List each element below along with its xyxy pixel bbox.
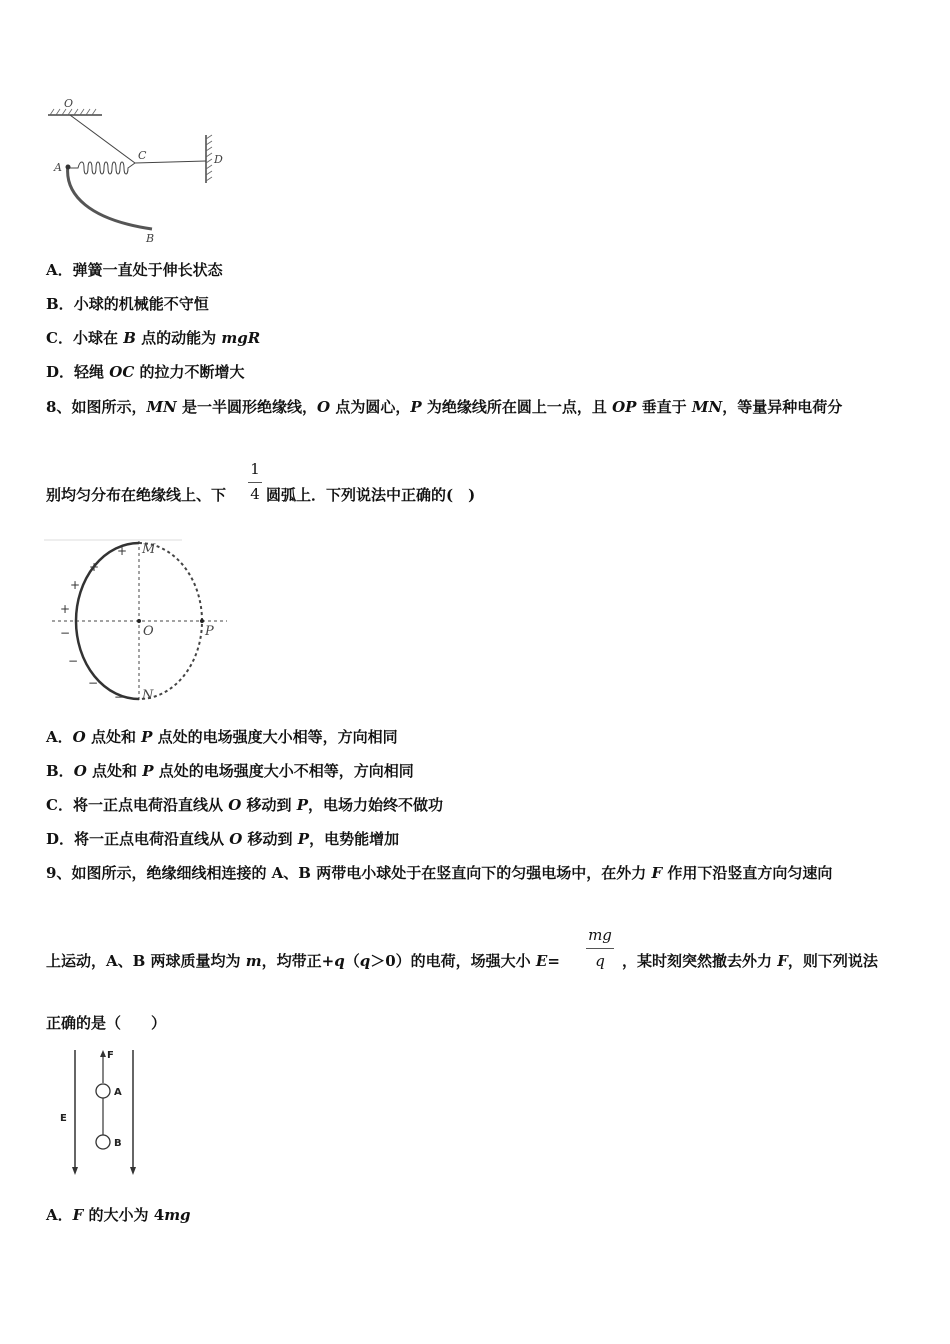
q8-option-c [46, 795, 443, 815]
q8-l1-b: 是一半圆形绝缘线， [176, 398, 318, 416]
q8-option-a-letter: A． [46, 728, 73, 746]
q8-l1-mn2: MN [691, 398, 723, 416]
q7-label-c: C [138, 149, 147, 162]
q8-option-a-b: 点处的电场强度大小相等，方向相同 [152, 728, 398, 746]
q8-l1-o: O [317, 398, 331, 416]
q9-l2-b: ，均带正+ [261, 952, 335, 970]
q8-label-p: P [205, 624, 214, 639]
q8-option-b [46, 761, 414, 781]
q9-l2-f: F [777, 952, 788, 970]
q9-l2-e: E [535, 952, 548, 970]
q8-option-c-letter: C． [46, 796, 73, 814]
q7-label-o: O [64, 97, 74, 110]
q8-plus-3: + [70, 578, 81, 592]
q9-fraction-bar [586, 948, 614, 949]
q9-option-a [46, 1205, 191, 1225]
q9-option-a-letter: A． [46, 1206, 73, 1224]
q8-label-m: M [142, 542, 156, 557]
q8-minus-4: − [114, 690, 125, 704]
q7-option-c [46, 328, 260, 348]
q9-l2-c: （ [344, 952, 360, 970]
q9-l2-h: ，则下列说法 [787, 952, 878, 970]
q8-fraction-bar [248, 482, 262, 483]
q9-l2-a: 上运动，A、B 两球质量均为 [46, 952, 246, 970]
q9-stem-line2-a [46, 951, 560, 971]
q8-stem-line2-a: 别均匀分布在绝缘线上、下 [46, 486, 227, 504]
q8-option-b-a: 点处和 [86, 762, 143, 780]
q7-option-d-mid: 的拉力不断增大 [134, 363, 245, 381]
q8-stem-line1 [46, 397, 842, 417]
q8-option-c-v2: P [296, 796, 308, 814]
q7-option-b-letter: B． [46, 295, 74, 313]
q7-option-b [46, 294, 209, 314]
q9-option-a-v2: mg [164, 1206, 191, 1224]
q8-option-d-a: 将一正点电荷沿直线从 [74, 830, 230, 848]
q8-option-b-v1: O [73, 762, 87, 780]
q9-l1-a: 如图所示，绝缘细线相连接的 A、B 两带电小球处于在竖直向下的匀强电场中，在外力 [71, 864, 652, 882]
q8-minus-1: − [60, 626, 71, 640]
q8-label-n: N [142, 688, 154, 703]
q8-option-d [46, 829, 399, 849]
q9-l2-d: ＞0）的电荷，场强大小 [370, 952, 536, 970]
q9-l2-g: ，某时刻突然撤去外力 [622, 952, 778, 970]
q8-option-d-v1: O [229, 830, 243, 848]
q8-option-d-c: ，电势能增加 [309, 830, 400, 848]
q7-option-a-text: 弹簧一直处于伸长状态 [72, 261, 223, 279]
q7-option-d [46, 362, 245, 382]
q8-label-o: O [143, 624, 154, 639]
q8-option-a-v1: O [72, 728, 86, 746]
q8-fraction-denominator: 4 [250, 485, 260, 503]
q8-fraction-numerator: 1 [250, 460, 260, 478]
q9-stem-line1 [46, 863, 832, 883]
q9-number: 9、 [46, 864, 72, 882]
q9-label-e: E [60, 1113, 67, 1124]
q8-option-c-a: 将一正点电荷沿直线从 [72, 796, 229, 814]
q7-label-b: B [146, 232, 155, 245]
q9-label-f: F [107, 1050, 114, 1061]
q9-fraction-denominator: q [595, 952, 605, 970]
q9-l2-m: m [245, 952, 262, 970]
q8-option-b-letter: B． [46, 762, 74, 780]
q9-figure [55, 1045, 165, 1180]
q8-l1-d: 为绝缘线所在圆上一点，且 [421, 398, 613, 416]
q8-minus-2: − [68, 654, 79, 668]
q8-l1-c: 点为圆心， [330, 398, 411, 416]
q9-l2-eq: = [547, 952, 560, 970]
q9-fraction-numerator: mg [588, 926, 612, 944]
q7-option-c-var2: mgR [221, 329, 261, 347]
q9-option-a-a: 的大小为 4 [83, 1206, 165, 1224]
q7-option-c-letter: C． [46, 329, 73, 347]
q9-l2-q2: q [359, 952, 371, 970]
q8-stem-line2-b: 圆弧上．下列说法中正确的( ) [266, 486, 476, 504]
q9-l1-f: F [651, 864, 663, 882]
q7-label-a: A [54, 161, 62, 174]
q9-option-a-v1: F [72, 1206, 84, 1224]
q8-figure [42, 535, 242, 710]
q7-option-d-var1: OC [109, 363, 135, 381]
q7-option-a-letter: A． [46, 261, 73, 279]
q8-option-c-v1: O [228, 796, 242, 814]
q9-label-b: B [114, 1138, 122, 1149]
q7-option-d-letter: D． [46, 363, 75, 381]
q8-number: 8、 [46, 398, 72, 416]
q9-l2-q1: q [334, 952, 345, 970]
q9-ball-a [96, 1084, 110, 1098]
q8-l1-a: 如图所示， [71, 398, 147, 416]
q8-l1-p: P [410, 398, 422, 416]
q7-track [68, 165, 152, 229]
q8-l1-f: ，等量异种电荷分 [722, 398, 843, 416]
q8-option-d-v2: P [297, 830, 310, 848]
q8-option-a-v2: P [141, 728, 153, 746]
q7-option-c-var1: B [123, 329, 136, 347]
q8-plus-4: + [60, 602, 71, 616]
q7-option-d-pre: 轻绳 [74, 363, 110, 381]
q7-label-d: D [214, 153, 223, 166]
q9-l1-b: 作用下沿竖直方向匀速向 [662, 864, 833, 882]
q8-option-d-letter: D． [46, 830, 75, 848]
q8-l1-mn1: MN [146, 398, 177, 416]
q7-option-a [46, 260, 223, 280]
q8-option-d-b: 移动到 [242, 830, 298, 848]
q8-plus-1: + [117, 544, 128, 558]
q8-option-c-b: 移动到 [241, 796, 297, 814]
q8-minus-3: − [88, 676, 99, 690]
q7-spring [68, 162, 135, 174]
q9-stem-line2-b [622, 951, 878, 971]
q8-option-c-c: ，电场力始终不做功 [308, 796, 444, 814]
q9-stem-line3: 正确的是（ ） [46, 1014, 167, 1032]
q8-l1-e: 垂直于 [636, 398, 692, 416]
q9-label-a: A [114, 1087, 122, 1098]
q7-option-c-mid: 点的动能为 [135, 329, 222, 347]
q7-figure [40, 95, 240, 250]
q8-option-b-v2: P [142, 762, 154, 780]
q8-option-b-b: 点处的电场强度大小不相等，方向相同 [153, 762, 414, 780]
q8-option-a-a: 点处和 [85, 728, 142, 746]
q8-option-a [46, 727, 398, 747]
q8-plus-2: + [89, 560, 100, 574]
q7-option-c-pre: 小球在 [72, 329, 124, 347]
q7-option-b-text: 小球的机械能不守恒 [73, 295, 209, 313]
q9-ball-b [96, 1135, 110, 1149]
q8-l1-op: OP [612, 398, 637, 416]
